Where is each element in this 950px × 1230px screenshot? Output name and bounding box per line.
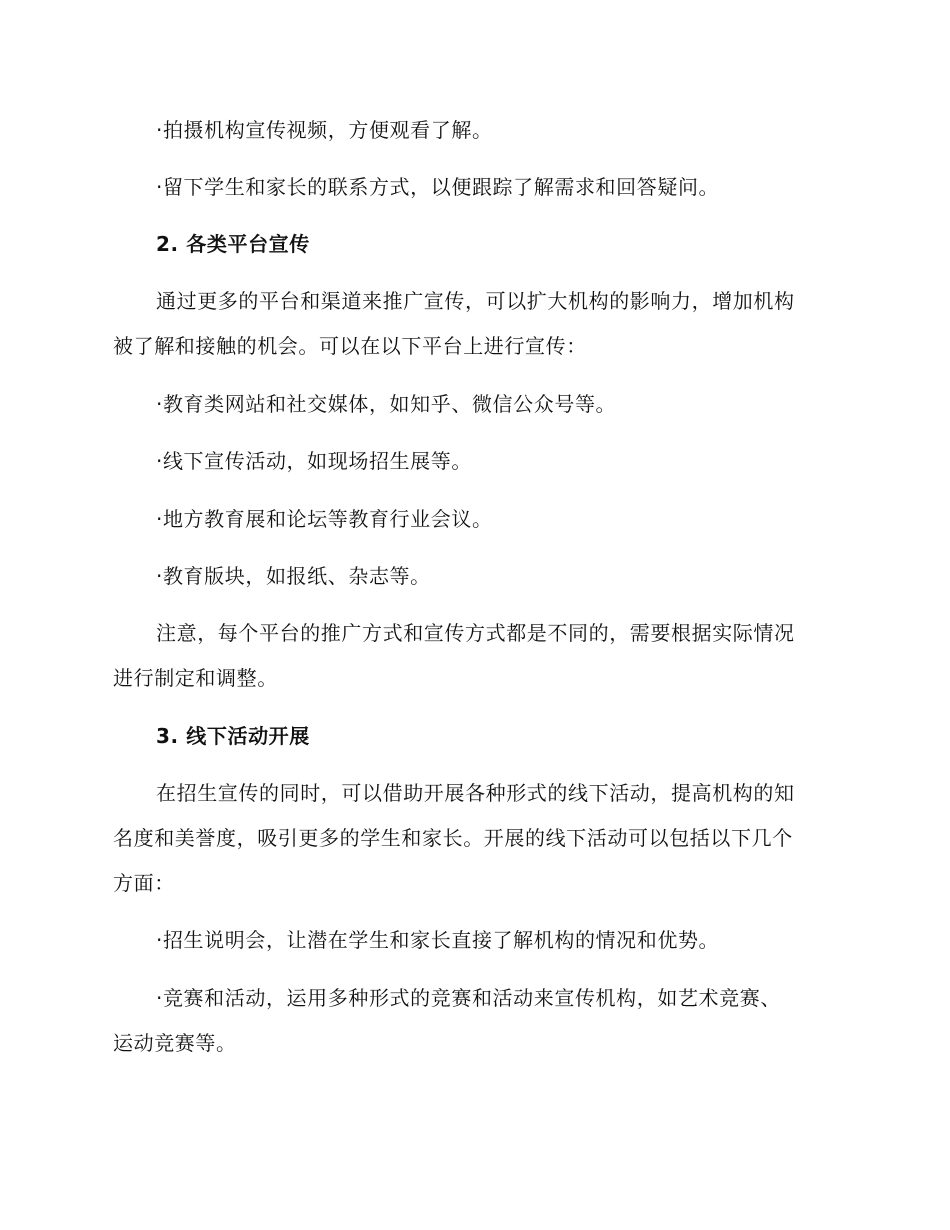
bullet-line: ·竞赛和活动，运用多种形式的竞赛和活动来宣传机构，如艺术竞赛、 (156, 986, 781, 1010)
bullet-line-continuation: 运动竞赛等。 (113, 1031, 237, 1055)
bullet-line: ·留下学生和家长的联系方式，以便跟踪了解需求和回答疑问。 (156, 175, 720, 199)
paragraph-line: 进行制定和调整。 (113, 666, 278, 690)
paragraph-line: 注意，每个平台的推广方式和宣传方式都是不同的，需要根据实际情况 (156, 621, 795, 645)
paragraph-line: 名度和美誉度，吸引更多的学生和家长。开展的线下活动可以包括以下几个 (113, 826, 793, 850)
bullet-line: ·招生说明会，让潜在学生和家长直接了解机构的情况和优势。 (156, 928, 720, 952)
bullet-line: ·地方教育展和论坛等教育行业会议。 (156, 507, 493, 531)
section-heading: 3. 线下活动开展 (156, 724, 310, 748)
paragraph-line: 方面： (113, 871, 175, 895)
paragraph-line: 在招生宣传的同时，可以借助开展各种形式的线下活动，提高机构的知 (156, 781, 795, 805)
paragraph-line: 被了解和接触的机会。可以在以下平台上进行宣传： (113, 334, 587, 358)
bullet-line: ·教育类网站和社交媒体，如知乎、微信公众号等。 (156, 392, 617, 416)
bullet-line: ·线下宣传活动，如现场招生展等。 (156, 449, 472, 473)
bullet-line: ·拍摄机构宣传视频，方便观看了解。 (156, 118, 493, 142)
section-heading: 2. 各类平台宣传 (156, 232, 310, 256)
paragraph-line: 通过更多的平台和渠道来推广宣传，可以扩大机构的影响力，增加机构 (156, 289, 795, 313)
bullet-line: ·教育版块，如报纸、杂志等。 (156, 564, 431, 588)
